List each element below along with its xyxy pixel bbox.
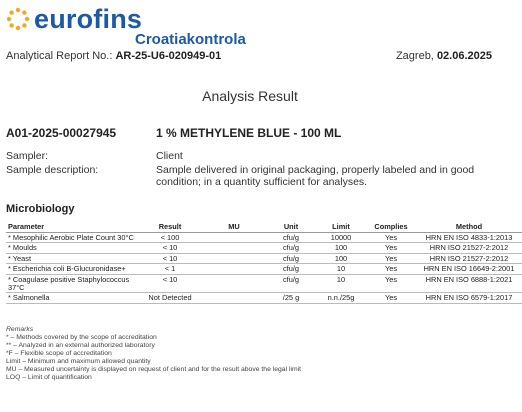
cell-limit: 10000 bbox=[330, 232, 352, 242]
document-title: Analysis Result bbox=[202, 88, 298, 104]
cell-result: Not Detected bbox=[148, 293, 192, 303]
cell-unit: cfu/g bbox=[282, 274, 300, 284]
cell-method: HRN ISO 21527-2:2012 bbox=[429, 253, 509, 263]
cell-parameter: * Coagulase positive Staphylococcus 37°C bbox=[8, 274, 130, 292]
cell-result: < 10 bbox=[162, 274, 178, 284]
cell-result: < 100 bbox=[160, 232, 180, 242]
cell-method: HRN ISO 21527-2:2012 bbox=[429, 243, 509, 253]
header-mu: MU bbox=[202, 219, 266, 232]
cell-parameter: * Yeast bbox=[8, 253, 32, 263]
place-date bbox=[396, 50, 492, 62]
cell-limit: 10 bbox=[336, 274, 346, 284]
cell-unit: /25 g bbox=[282, 293, 300, 303]
header-result: Result bbox=[138, 219, 202, 232]
header-method: Method bbox=[416, 219, 522, 232]
remark-line: *F – Flexible scope of accreditation bbox=[6, 350, 112, 357]
cell-parameter: * Moulds bbox=[8, 243, 37, 253]
cell-mu bbox=[202, 253, 266, 264]
cell-mu bbox=[202, 274, 266, 292]
place: Zagreb, bbox=[395, 50, 434, 62]
table-row bbox=[6, 232, 522, 243]
cell-parameter: * Mesophilic Aerobic Plate Count 30°C bbox=[8, 232, 134, 242]
cell-limit: 10 bbox=[336, 264, 346, 274]
report-label: Analytical Report No.: bbox=[6, 50, 113, 62]
remark-line: LOQ – Limit of quantification bbox=[6, 374, 92, 381]
cell-result: < 1 bbox=[164, 264, 176, 274]
cell-mu bbox=[202, 264, 266, 275]
cell-limit: 100 bbox=[334, 253, 348, 263]
remark-line: * – Methods covered by the scope of accreditation bbox=[6, 334, 157, 341]
cell-complies: Yes bbox=[384, 293, 398, 303]
eurofins-logo bbox=[6, 4, 142, 34]
cell-result: < 10 bbox=[162, 253, 178, 263]
cell-method: HRN EN ISO 6888-1:2021 bbox=[425, 274, 513, 284]
remark-line: ** – Analyzed in an external authorized laboratory bbox=[6, 342, 155, 349]
logo-text: eurofins bbox=[34, 4, 143, 34]
cell-mu bbox=[202, 232, 266, 243]
remarks bbox=[6, 326, 301, 382]
eurofins-logo-icon bbox=[6, 7, 30, 31]
cell-complies: Yes bbox=[384, 243, 398, 253]
cell-unit: cfu/g bbox=[282, 232, 300, 242]
cell-parameter: * Salmonella bbox=[8, 293, 50, 303]
header-limit: Limit bbox=[316, 219, 366, 232]
table-row bbox=[6, 243, 522, 254]
sample-name: 1 % METHYLENE BLUE - 100 ML bbox=[156, 126, 342, 140]
cell-parameter: * Escherichia coli B-Glucuronidase+ bbox=[8, 264, 126, 274]
report-number-line bbox=[6, 50, 221, 62]
sample-description-label: Sample description: bbox=[6, 164, 99, 176]
header-parameter: Parameter bbox=[6, 219, 138, 232]
remark-line: Limit – Minimum and maximum allowed quantity bbox=[6, 358, 151, 365]
table-row bbox=[6, 293, 522, 304]
report-date: 02.06.2025 bbox=[436, 50, 492, 62]
remark-line: MU – Measured uncertainty is displayed on request of client and for the result above the legal limit bbox=[6, 366, 302, 373]
cell-method: HRN EN ISO 16649-2:2001 bbox=[423, 264, 515, 274]
cell-unit: cfu/g bbox=[282, 253, 300, 263]
table-row bbox=[6, 274, 522, 292]
sampler-value: Client bbox=[156, 150, 183, 162]
sample-description-value: Sample delivered in original packaging, properly labeled and in good condition; in a quantity sufficient for analyses. bbox=[156, 164, 475, 188]
results-table bbox=[6, 219, 522, 304]
section-title: Microbiology bbox=[6, 203, 75, 215]
cell-method: HRN EN ISO 6579-1:2017 bbox=[425, 293, 513, 303]
cell-mu bbox=[202, 243, 266, 254]
report-number: AR-25-U6-020949-01 bbox=[115, 50, 222, 62]
cell-limit: 100 bbox=[334, 243, 348, 253]
cell-unit: cfu/g bbox=[282, 264, 300, 274]
cell-unit: cfu/g bbox=[282, 243, 300, 253]
cell-result: < 10 bbox=[162, 243, 178, 253]
table-header-row bbox=[6, 219, 522, 232]
header-unit: Unit bbox=[266, 219, 316, 232]
company-name: Croatiakontrola bbox=[135, 31, 246, 48]
table-row bbox=[6, 253, 522, 264]
remarks-title: Remarks bbox=[6, 326, 34, 333]
table-row bbox=[6, 264, 522, 275]
cell-mu bbox=[202, 293, 266, 304]
cell-complies: Yes bbox=[384, 253, 398, 263]
cell-complies: Yes bbox=[384, 232, 398, 242]
cell-method: HRN EN ISO 4833-1:2013 bbox=[425, 232, 513, 242]
sample-id: A01-2025-00027945 bbox=[6, 126, 117, 140]
cell-complies: Yes bbox=[384, 274, 398, 284]
cell-limit: n.n./25g bbox=[327, 293, 355, 303]
sampler-label: Sampler: bbox=[6, 150, 49, 162]
header-complies: Complies bbox=[366, 219, 416, 232]
cell-complies: Yes bbox=[384, 264, 398, 274]
